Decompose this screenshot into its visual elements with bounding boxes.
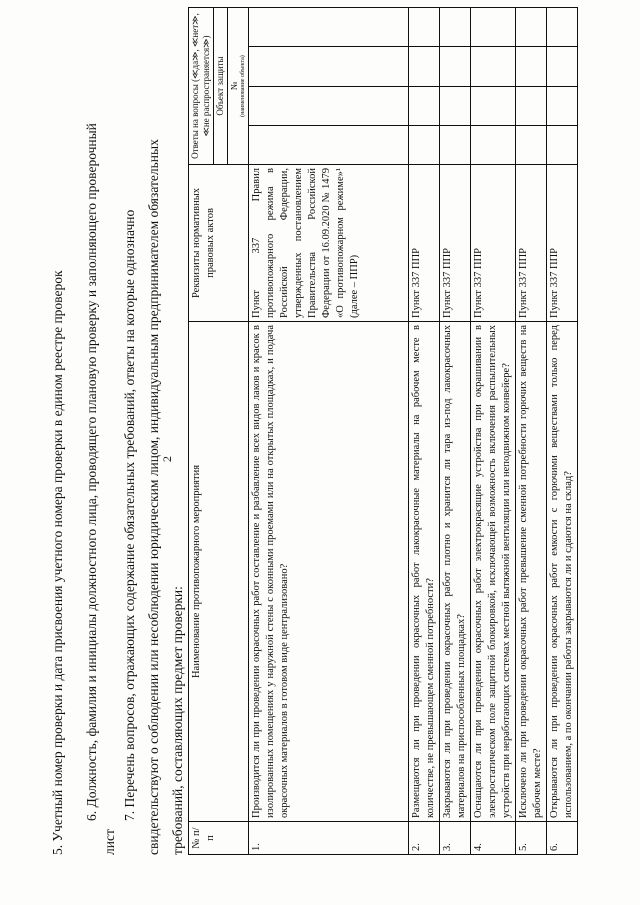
- answer-cell: [547, 86, 578, 125]
- row-requisites: Пункт 337 ППР: [471, 165, 516, 322]
- answer-cell: [409, 86, 440, 125]
- answer-cell: [471, 47, 516, 86]
- row-number: 6.: [547, 822, 578, 855]
- answer-cell: [249, 8, 409, 47]
- table-row: [249, 8, 409, 855]
- header-object: Объект защиты: [214, 8, 228, 165]
- answer-cell: [249, 86, 409, 125]
- checklist-table: [188, 7, 578, 855]
- answer-cell: [516, 47, 547, 86]
- table-row: [516, 8, 547, 855]
- paragraph-6-continuation: лист: [102, 829, 117, 855]
- header-no: № п/п: [189, 822, 249, 855]
- paragraph-6: 6. Должность, фамилия и инициалы должностного лица, проводящего плановую проверку и заполняющего проверочный: [84, 123, 99, 821]
- answer-cell: [440, 86, 471, 125]
- paragraph-5: 5. Учетный номер проверки и дата присвоения учетного номера проверки в едином реестре проверок: [50, 270, 65, 855]
- answer-cell: [409, 47, 440, 86]
- answer-cell: [471, 8, 516, 47]
- answer-cell: [409, 8, 440, 47]
- row-requisites: Пункт 337 ППР: [440, 165, 471, 322]
- answer-cell: [516, 125, 547, 164]
- answer-cell: [409, 125, 440, 164]
- row-name: Закрываются ли при проведении окрасочных работ плотно и хранится ли тара из-под лакокрасочных материалов на приспособленных площадках?: [440, 322, 471, 822]
- row-name: Открываются ли при проведении окрасочных работ емкости с горючими веществами только перед использованием, а по окончании работы закрываются ли и сдаются на склад?: [547, 322, 578, 822]
- answer-cell: [471, 86, 516, 125]
- header-object-no: [228, 8, 249, 165]
- answer-cell: [471, 125, 516, 164]
- table-row: [471, 8, 516, 855]
- row-requisites: Пункт 337 Правил противопожарного режима в Российской Федерации, утвержденных постановлением Правительства Российской Федерации от 16.09.2020 № 1479 «О противопожарном режиме»¹ (далее – ППР): [249, 165, 409, 322]
- row-requisites: Пункт 337 ППР: [547, 165, 578, 322]
- answer-cell: [249, 47, 409, 86]
- row-name: Размещаются ли при проведении окрасочных работ лакокрасочные материалы на рабочем месте в количестве, не превышающем сменной потребности?: [409, 322, 440, 822]
- row-name: Производится ли при проведении окрасочных работ составление и разбавление всех видов лаков и красок в изолированных помещениях у наружной стены с оконными проемами или на открытых площадках, и подача окрасочных материалов в готовом виде централизовано?: [249, 322, 409, 822]
- answer-cell: [440, 8, 471, 47]
- object-name-label: (наименование объекта): [240, 55, 246, 117]
- answer-cell: [516, 8, 547, 47]
- paragraph-7-line-3: требований, составляющих предмет проверки:: [170, 586, 185, 855]
- paragraph-7: [118, 10, 190, 855]
- row-number: 5.: [516, 822, 547, 855]
- row-requisites: Пункт 337 ППР: [409, 165, 440, 322]
- row-name: Исключено ли при проведении окрасочных работ превышение сменной потребности горючих веществ на рабочем месте?: [516, 322, 547, 822]
- answer-cell: [547, 125, 578, 164]
- row-number: 1.: [249, 822, 409, 855]
- object-no-label: №: [229, 81, 239, 91]
- answer-cell: [440, 47, 471, 86]
- answer-cell: [547, 47, 578, 86]
- answer-cell: [440, 125, 471, 164]
- answer-cell: [547, 8, 578, 47]
- answer-cell: [249, 125, 409, 164]
- table-header-row: [189, 8, 214, 855]
- page-number: 2: [160, 456, 174, 462]
- answer-cell: [516, 86, 547, 125]
- table-row: [440, 8, 471, 855]
- header-answers: Ответы на вопросы (≪да≫, ≪нет≫, ≪не распространяется≫): [189, 8, 214, 165]
- table-row: [409, 8, 440, 855]
- header-name: Наименование противопожарного мероприятия: [189, 322, 249, 822]
- header-requisites: Реквизиты нормативных правовых актов: [189, 165, 249, 322]
- paragraph-7-line-2: свидетельствуют о соблюдении или несоблюдении юридическим лицом, индивидуальным предпринимателем обязательных: [146, 139, 161, 855]
- paragraph-7-line-1: 7. Перечень вопросов, отражающих содержание обязательных требований, ответы на которые однозначно: [122, 209, 137, 821]
- row-number: 4.: [471, 822, 516, 855]
- row-requisites: Пункт 337 ППР: [516, 165, 547, 322]
- table-row: [547, 8, 578, 855]
- row-number: 3.: [440, 822, 471, 855]
- row-name: Оснащаются ли при проведении окрасочных работ электрокрасящие устройства при окрашивании в электростатическом поле защитной блокировкой, исключающей возможность включения распылительных устройств при неработающих системах местной вытяжной вентиляции или неподвижном конвейере?: [471, 322, 516, 822]
- row-number: 2.: [409, 822, 440, 855]
